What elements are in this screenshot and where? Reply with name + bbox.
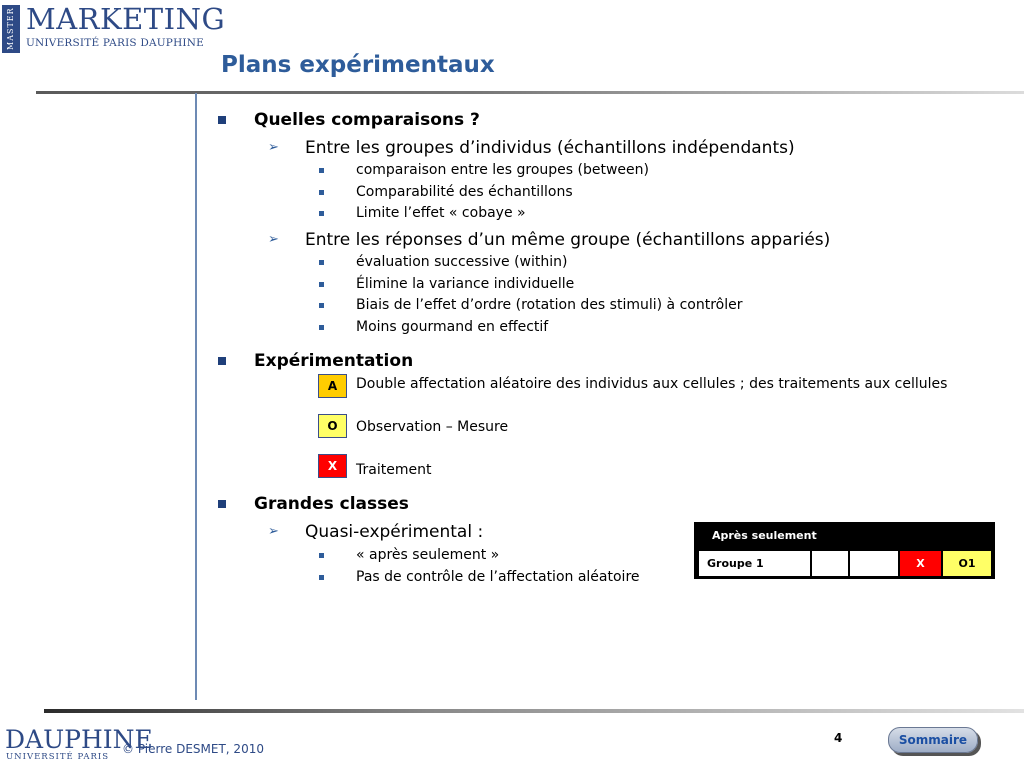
small-square-bullet-icon: [319, 303, 324, 308]
list-item: Limite l’effet « cobaye »: [356, 205, 526, 221]
square-bullet-icon: [218, 116, 226, 124]
university-logo-subtext: UNIVERSITÉ PARIS DAUPHINE: [26, 37, 205, 49]
small-square-bullet-icon: [319, 575, 324, 580]
square-bullet-icon: [218, 500, 226, 508]
list-item: évaluation successive (within): [356, 254, 568, 270]
left-vertical-divider: [195, 93, 197, 700]
marketing-logo-text: MARKETING: [26, 2, 226, 36]
arrow-bullet-icon: ➢: [268, 232, 279, 247]
square-bullet-icon: [218, 357, 226, 365]
list-item: « après seulement »: [356, 547, 500, 563]
legend-text-o: Observation – Mesure: [356, 419, 509, 435]
subpoint-groupes: Entre les groupes d’individus (échantillons indépendants): [305, 138, 795, 158]
list-item: Pas de contrôle de l’affectation aléatoire: [356, 569, 640, 585]
list-item: Comparabilité des échantillons: [356, 184, 573, 200]
section-heading-experimentation: Expérimentation: [254, 351, 414, 371]
design-table-cell-x: X: [900, 551, 941, 576]
list-item: Élimine la variance individuelle: [356, 276, 575, 292]
copyright-text: © Pierre DESMET, 2010: [122, 742, 264, 756]
sommaire-button[interactable]: Sommaire: [888, 727, 978, 753]
dauphine-logo-subtext: UNIVERSITÉ PARIS: [6, 752, 110, 762]
slide-title: Plans expérimentaux: [221, 52, 495, 78]
design-table-cell-o1: O1: [943, 551, 991, 576]
symbol-o-box: O: [318, 414, 347, 438]
small-square-bullet-icon: [319, 190, 324, 195]
section-heading-classes: Grandes classes: [254, 494, 409, 514]
small-square-bullet-icon: [319, 168, 324, 173]
arrow-bullet-icon: ➢: [268, 524, 279, 539]
title-divider: [36, 91, 1024, 94]
list-item: comparaison entre les groupes (between): [356, 162, 649, 178]
list-item: Moins gourmand en effectif: [356, 319, 549, 335]
small-square-bullet-icon: [319, 282, 324, 287]
small-square-bullet-icon: [319, 211, 324, 216]
design-table-cell: [850, 551, 898, 576]
design-table-row-label: Groupe 1: [699, 551, 810, 576]
dauphine-logo-text: DAUPHINE: [5, 725, 153, 754]
small-square-bullet-icon: [319, 325, 324, 330]
small-square-bullet-icon: [319, 260, 324, 265]
page-number: 4: [834, 731, 843, 745]
small-square-bullet-icon: [319, 553, 324, 558]
legend-text-x: Traitement: [356, 462, 432, 478]
footer-divider: [44, 709, 1024, 713]
design-table-cell: [812, 551, 848, 576]
arrow-bullet-icon: ➢: [268, 140, 279, 155]
section-heading-comparaisons: Quelles comparaisons ?: [254, 110, 480, 130]
master-logo-bar: MASTER: [2, 5, 20, 53]
subpoint-quasi: Quasi-expérimental :: [305, 522, 484, 542]
design-table-title: Après seulement: [712, 529, 817, 542]
symbol-a-box: A: [318, 374, 347, 398]
legend-text-a: Double affectation aléatoire des individus aux cellules ; des traitements aux cellules: [356, 376, 948, 392]
subpoint-reponses: Entre les réponses d’un même groupe (échantillons appariés): [305, 230, 831, 250]
symbol-x-box: X: [318, 454, 347, 478]
list-item: Biais de l’effet d’ordre (rotation des stimuli) à contrôler: [356, 297, 743, 313]
